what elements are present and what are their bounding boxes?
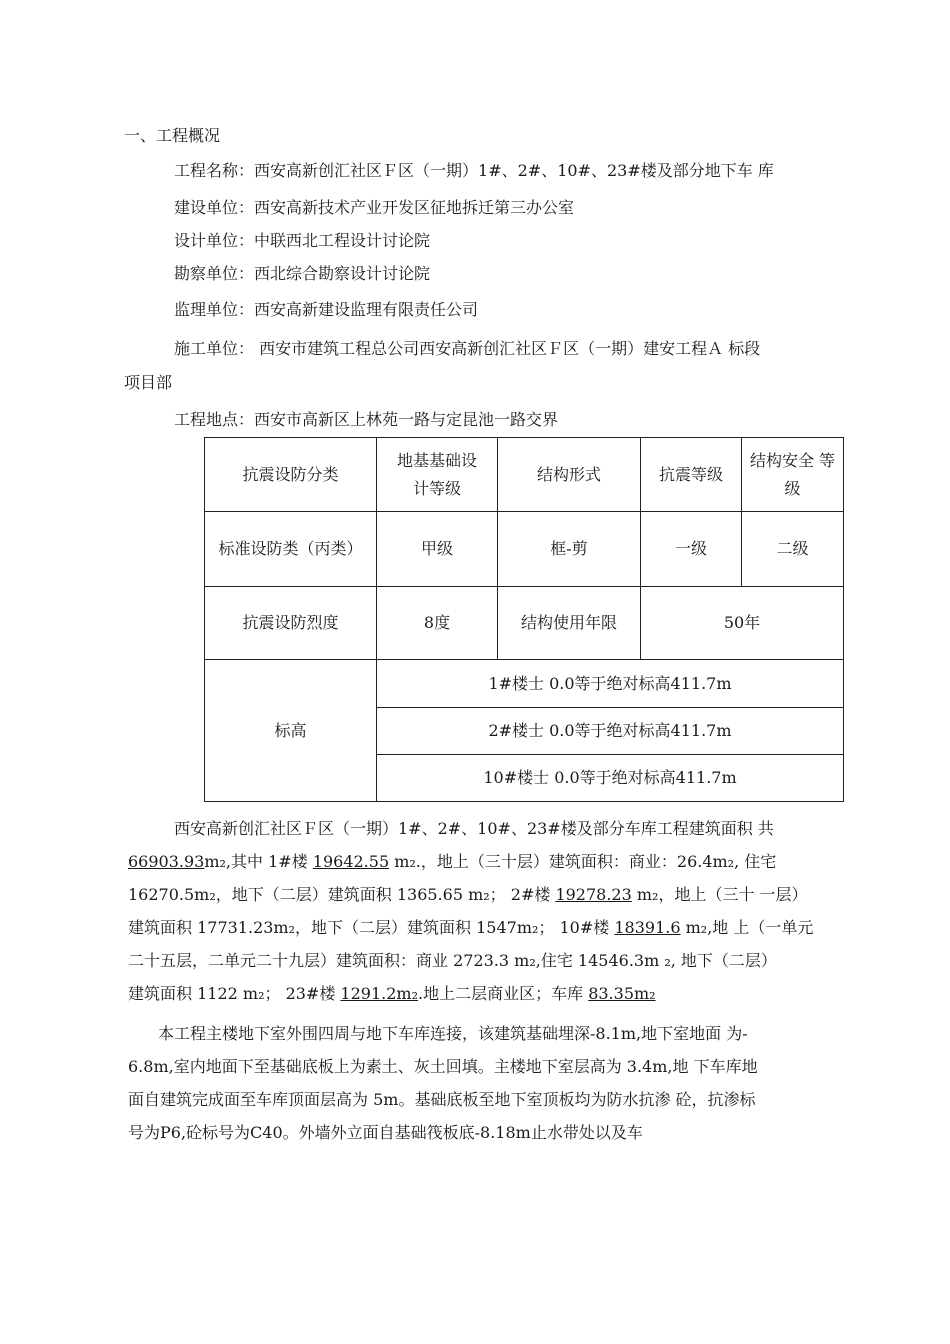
info-supervisor <box>174 299 478 321</box>
text-line <box>128 911 844 944</box>
table-cell: 抗震设防烈度 <box>205 587 377 660</box>
table-cell: 结构形式 <box>498 438 641 512</box>
table-cell: 50年 <box>641 587 844 660</box>
text-span: 建筑面积 1122 m₂； 23#楼 <box>128 984 341 1003</box>
building2-area: 19278.23 <box>555 885 632 904</box>
info-location <box>174 409 558 431</box>
info-value: 西北综合勘察设计讨论院 <box>254 264 431 283</box>
text-span: .地上二层商业区；车库 <box>418 984 589 1003</box>
text-line <box>128 845 844 878</box>
info-value: 西安市高新区上林苑一路与定昆池一路交界 <box>254 410 559 429</box>
table-cell: 甲级 <box>377 512 498 587</box>
table-cell: 地基基础设计等级 <box>377 438 498 512</box>
basement-paragraph <box>128 1017 844 1149</box>
text-line: 本工程主楼地下室外围四周与地下车库连接，该建筑基础埋深-8.1m,地下室地面 为- <box>158 1024 748 1043</box>
table-cell: 二级 <box>742 512 844 587</box>
info-contractor <box>174 338 760 360</box>
info-label: 建设单位： <box>174 198 255 217</box>
garage-area: 83.35m₂ <box>588 984 656 1003</box>
text-line <box>128 977 844 1010</box>
info-value: 西安高新技术产业开发区征地拆迁第三办公室 <box>254 198 575 217</box>
table-row <box>205 587 844 660</box>
text-span: m₂,其中 1#楼 <box>204 852 313 871</box>
table-cell: 框-剪 <box>498 512 641 587</box>
text-span: 建筑面积 17731.23m₂，地下（二层）建筑面积 1547m₂； 10#楼 <box>128 918 615 937</box>
seismic-table <box>204 437 844 802</box>
info-label: 工程地点： <box>174 410 255 429</box>
building23-area: 1291.2m₂ <box>340 984 418 1003</box>
table-cell: 结构安全 等级 <box>742 438 844 512</box>
table-cell-elevation: 10#楼士 0.0等于绝对标高411.7m <box>377 755 844 802</box>
info-surveyor <box>174 263 430 285</box>
area-paragraph <box>128 812 844 1010</box>
info-project-name <box>174 160 774 182</box>
text-line: 西安高新创汇社区Ｆ区（一期）1#、2#、10#、23#楼及部分车库工程建筑面积 共 <box>174 819 774 838</box>
section-title: 一、工程概况 <box>124 126 221 145</box>
text-line: 二十五层，二单元二十九层）建筑面积：商业 2723.3 m₂,住宅 14546.3m ₂, 地下（二层） <box>128 951 777 970</box>
table-cell-elevation: 1#楼士 0.0等于绝对标高411.7m <box>377 660 844 708</box>
info-label: 施工单位： <box>174 339 255 358</box>
table-cell: 抗震设防分类 <box>205 438 377 512</box>
table-row <box>205 512 844 587</box>
text-span: 16270.5m₂，地下（二层）建筑面积 1365.65 m₂； 2#楼 <box>128 885 556 904</box>
table-cell: 抗震等级 <box>641 438 742 512</box>
info-label: 勘察单位： <box>174 264 255 283</box>
info-label: 工程名称： <box>174 161 255 180</box>
info-builder <box>174 197 574 219</box>
table-cell: 结构使用年限 <box>498 587 641 660</box>
table-row <box>205 660 844 708</box>
info-designer <box>174 230 430 252</box>
info-value: 西安市建筑工程总公司西安高新创汇社区Ｆ区（一期）建安工程Ａ 标段 <box>254 339 761 358</box>
text-line: 面自建筑完成面至车库顶面层高为 5m。基础底板至地下室顶板均为防水抗渗 砼，抗渗标 <box>128 1090 756 1109</box>
table-cell: 8度 <box>377 587 498 660</box>
table-cell: 一级 <box>641 512 742 587</box>
info-value: 西安高新创汇社区Ｆ区（一期）1#、2#、10#、23#楼及部分地下车 库 <box>254 161 774 180</box>
building10-area: 18391.6 <box>614 918 681 937</box>
info-label: 监理单位： <box>174 300 255 319</box>
building1-area: 19642.55 <box>312 852 390 871</box>
info-contractor-cont: 项目部 <box>124 373 173 392</box>
info-value: 西安高新建设监理有限责任公司 <box>254 300 479 319</box>
table-cell-elevation-label: 标高 <box>205 660 377 802</box>
text-line: 6.8m,室内地面下至基础底板上为素土、灰土回填。主楼地下室层高为 3.4m,地 下车库地 <box>128 1057 758 1076</box>
text-span: m₂，地上（三十 一层） <box>631 885 808 904</box>
table-header-row <box>205 438 844 512</box>
table-cell: 标准设防类（丙类） <box>205 512 377 587</box>
info-value: 中联西北工程设计讨论院 <box>254 231 431 250</box>
text-line <box>128 878 844 911</box>
text-line: 号为P6,砼标号为C40。外墙外立面自基础筏板底-8.18m止水带处以及车 <box>128 1123 643 1142</box>
table-cell-elevation: 2#楼士 0.0等于绝对标高411.7m <box>377 708 844 755</box>
total-area: 66903.93 <box>128 852 205 871</box>
info-label: 设计单位： <box>174 231 255 250</box>
text-span: m₂.，地上（三十层）建筑面积：商业：26.4m₂, 住宅 <box>389 852 777 871</box>
text-span: m₂,地 上（一单元 <box>680 918 814 937</box>
